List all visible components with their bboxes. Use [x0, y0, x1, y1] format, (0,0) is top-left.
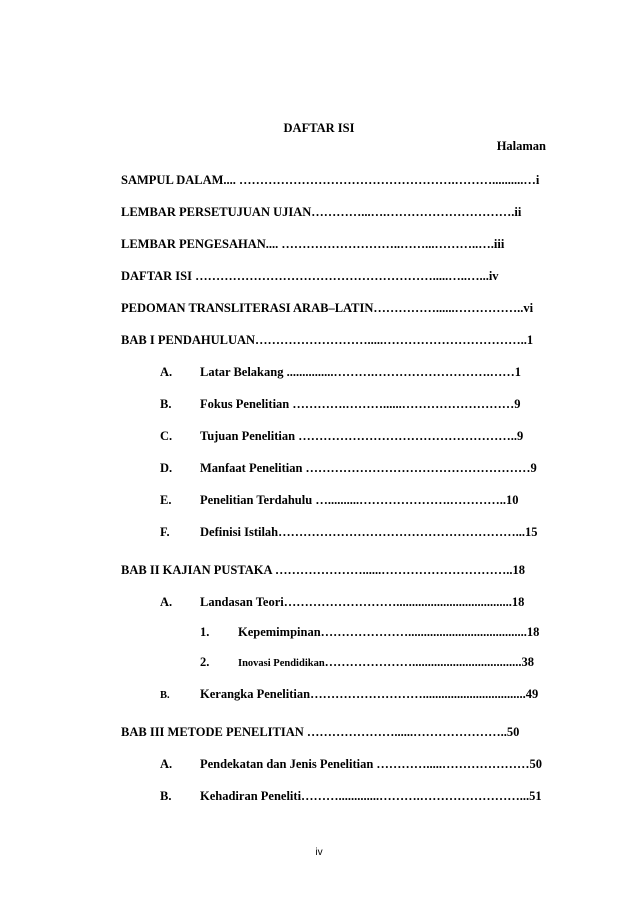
page-number: iv	[315, 847, 323, 858]
toc-entry-kerangka-penelitian[interactable]	[160, 686, 538, 704]
toc-entry-label: Tujuan Penelitian	[200, 429, 296, 443]
toc-entry-label: Pendekatan dan Jenis Penelitian	[200, 757, 374, 771]
toc-entry-fokus-penelitian[interactable]	[160, 396, 521, 412]
toc-entry-leader: ………….....…………………50	[373, 757, 543, 771]
toc-entry-number: A.	[160, 757, 173, 771]
toc-entry-label: Landasan Teori	[200, 595, 284, 609]
toc-entry-sampul-dalam[interactable]	[121, 172, 539, 188]
toc-entry-number: B.	[160, 397, 172, 411]
toc-entry-number: B.	[160, 690, 170, 701]
toc-entry-number: C.	[160, 429, 173, 443]
toc-entry-manfaat-penelitian[interactable]	[160, 460, 537, 476]
toc-entry-leader: ……………………………………………..9	[295, 429, 524, 443]
toc-entry-text: LEMBAR PERSETUJUAN UJIAN…………...….………………………….ii	[121, 205, 522, 219]
toc-entry-inovasi-pendidikan[interactable]	[200, 654, 534, 672]
toc-entry-label: Kepemimpinan	[238, 625, 321, 639]
toc-entry-text: BAB I PENDAHULUAN……………………….....……………………………..1	[121, 333, 534, 347]
toc-entry-pedoman-transliterasi[interactable]	[121, 300, 533, 316]
page-column-label: Halaman	[496, 139, 546, 153]
toc-entry-leader: …..........………………….…………..10	[312, 493, 519, 507]
toc-entry-leader: …………………………………………………...15	[278, 525, 538, 539]
toc-entry-text: SAMPUL DALAM.... …………………………………………….………..........…i	[121, 173, 540, 187]
toc-entry-number: A.	[160, 365, 173, 379]
toc-entry-lembar-persetujuan[interactable]	[121, 204, 521, 220]
toc-entry-label: Definisi Istilah	[200, 525, 279, 539]
toc-entry-label: Latar Belakang	[200, 365, 284, 379]
toc-entry-pendekatan-jenis-penelitian[interactable]	[160, 756, 542, 772]
toc-entry-text: BAB III METODE PENELITIAN …………………......…………………..50	[121, 725, 520, 739]
toc-entry-kehadiran-peneliti[interactable]	[160, 788, 542, 804]
toc-title: DAFTAR ISI	[283, 121, 355, 135]
toc-entry-label: Kehadiran Peneliti	[200, 789, 302, 803]
toc-entry-text: BAB II KAJIAN PUSTAKA …………………......…………………………..18	[121, 563, 525, 577]
toc-entry-definisi-istilah[interactable]	[160, 524, 538, 540]
toc-entry-text: DAFTAR ISI ………………………………………………….....…..…...iv	[121, 269, 499, 283]
toc-entry-lembar-pengesahan[interactable]	[121, 236, 504, 252]
toc-entry-leader: ……….............……….……………………...51	[301, 789, 542, 803]
toc-entry-penelitian-terdahulu[interactable]	[160, 492, 518, 508]
toc-entry-leader: ……………………….....................................18	[283, 595, 525, 609]
toc-entry-label: Inovasi Pendidikan	[238, 658, 325, 669]
toc-entry-label: Manfaat Penelitian	[200, 461, 303, 475]
toc-entry-landasan-teori[interactable]	[160, 594, 524, 610]
toc-entry-number: A.	[160, 595, 173, 609]
toc-entry-tujuan-penelitian[interactable]	[160, 428, 523, 444]
toc-entry-label-text: Kerangka Penelitian	[200, 687, 311, 701]
toc-entry-label: Fokus Penelitian	[200, 397, 290, 411]
toc-entry-text: PEDOMAN TRANSLITERASI ARAB–LATIN……………......……………..vi	[121, 301, 534, 315]
toc-entry-bab-3[interactable]	[121, 724, 519, 740]
toc-entry-label	[200, 687, 310, 701]
toc-entry-bab-2[interactable]	[121, 562, 525, 578]
toc-entry-latar-belakang[interactable]	[160, 364, 521, 380]
toc-entry-number: F.	[160, 525, 170, 539]
toc-entry-number: D.	[160, 461, 173, 475]
toc-entry-bab-1[interactable]	[121, 332, 533, 348]
toc-entry-text: LEMBAR PENGESAHAN.... ………………………..……...………..….iii	[121, 237, 505, 251]
toc-entry-leader: ……………………….................................49	[310, 687, 539, 701]
toc-entry-leader: …………………...................................38	[324, 655, 535, 669]
toc-entry-daftar-isi[interactable]	[121, 268, 499, 284]
toc-entry-number: 2.	[200, 655, 210, 669]
toc-entry-kepemimpinan[interactable]	[200, 624, 539, 640]
toc-entry-label: Penelitian Terdahulu	[200, 493, 313, 507]
toc-entry-leader: …………………......................................18	[320, 625, 540, 639]
toc-entry-leader: ...............……….……………………….……1	[283, 365, 521, 379]
toc-entry-leader: ………….………......………………………9	[289, 397, 521, 411]
toc-entry-leader: ………………………………………………9	[302, 461, 537, 475]
toc-entry-number: 1.	[200, 625, 210, 639]
toc-entry-number: E.	[160, 493, 172, 507]
toc-entry-number: B.	[160, 789, 172, 803]
